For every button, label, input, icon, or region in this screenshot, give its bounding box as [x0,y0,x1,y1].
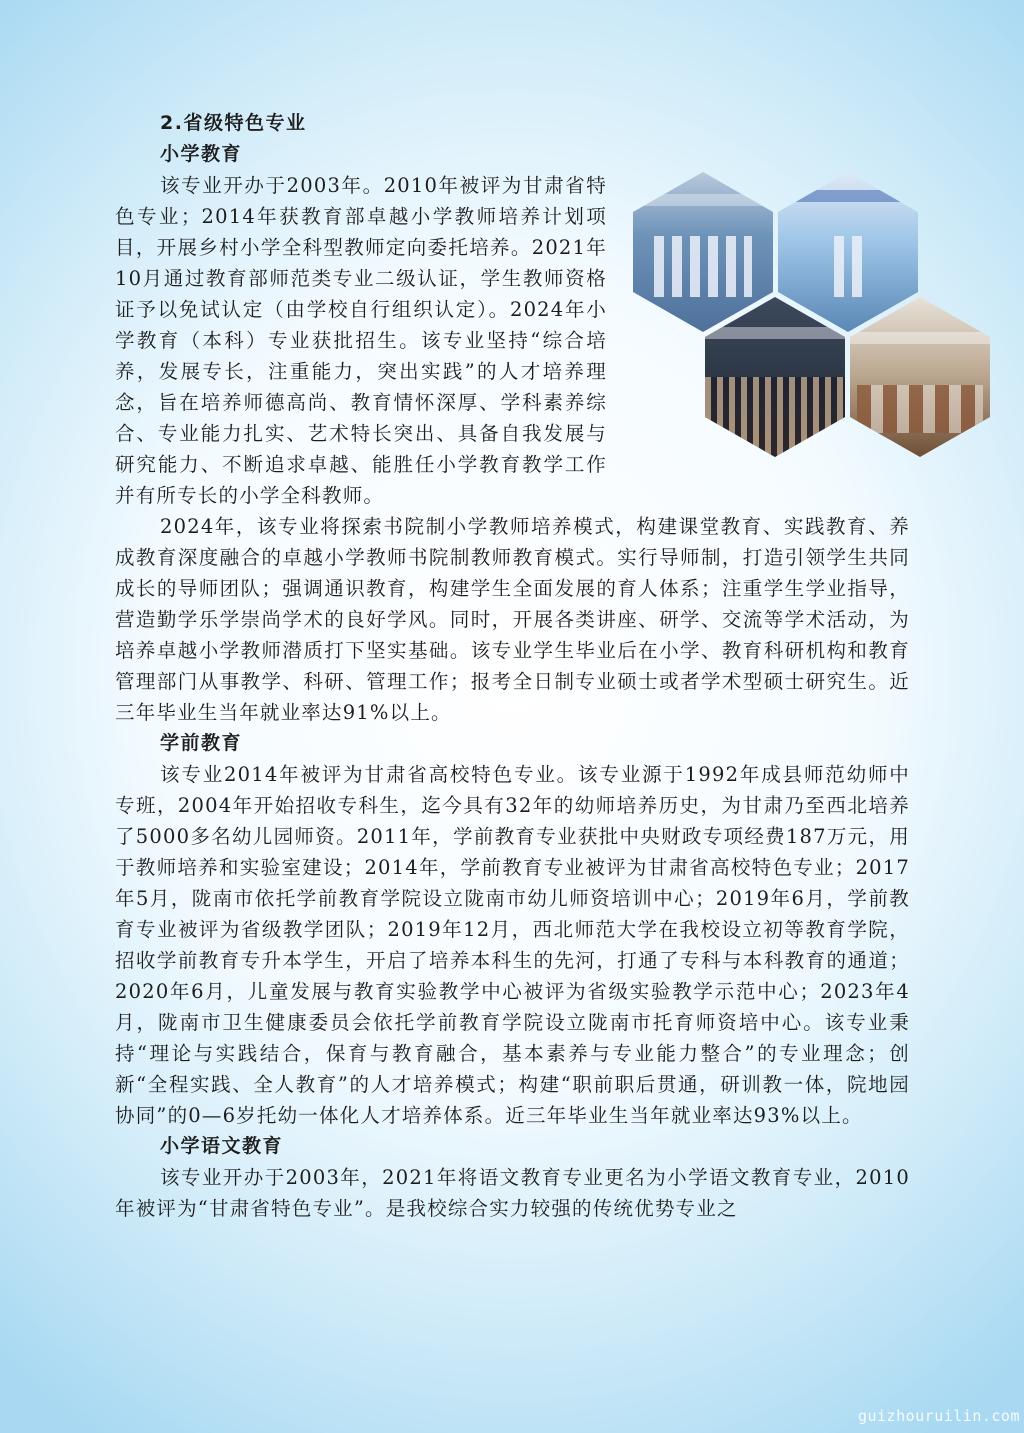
classroom-photo [850,297,990,457]
paragraph: 该专业2014年被评为甘肃省高校特色专业。该专业源于1992年成县师范幼师中专班，2004年开始招收专科生，迄今具有32年的幼师培养历史，为甘肃乃至西北培养了5000多名幼儿园师资。2011年，学前教育专业获批中央财政专项经费187万元，用于教师培养和实验室建设；2014年，学前教育专业被评为甘肃省高校特色专业；2017年5月，陇南市依托学前教育学院设立陇南市幼儿师资培训中心；2019年6月，学前教育专业被评为省级教学团队；2019年12月，西北师范大学在我校设立初等教育学院，招收学前教育专升本学生，开启了培养本科生的先河，打通了专科与本科教育的通道；2020年6月，儿童发展与教育实验教学中心被评为省级实验教学示范中心；2023年4月，陇南市卫生健康委员会依托学前教育学院设立陇南市托育师资培中心。该专业秉持“理论与实践结合，保育与教育融合，基本素养与专业能力整合”的专业理念；创新“全程实践、全人教育”的人才培养模式；构建“职前职后贯通，研训教一体，院地园协同”的0—6岁托幼一体化人才培养体系。近三年毕业生当年就业率达93%以上。 [115,763,910,1127]
watermark: guizhouruilin.com [857,1407,1020,1425]
paragraph: 该专业开办于2003年，2021年将语文教育专业更名为小学语文教育专业，2010年被评为“甘肃省特色专业”。是我校综合实力较强的传统优势专业之 [115,1166,910,1220]
section-title: 2.省级特色专业 [160,112,307,134]
paragraph: 该专业开办于2003年。2010年被评为甘肃省特色专业；2014年获教育部卓越小学教师培养计划项目，开展乡村小学全科型教师定向委托培养。2021年10月通过教育部师范类专业二级认证，学生教师资格证予以免试认定（由学校自行组织认定）。2024年小学教育（本科）专业获批招生。该专业坚持“综合培养，发展专长，注重能力，突出实践”的人才培养理念，旨在培养师德高尚、教育情怀深厚、学科素养综合、专业能力扎实、艺术特长突出、具备自我发展与研究能力、不断追求卓越、能胜任小学教育教学工作并有所专长的小学全科教师。 [115,174,607,507]
opera-performance-photo [778,172,918,332]
major-heading-primary-education: 小学教育 [160,143,243,165]
paragraph: 2024年，该专业将探索书院制小学教师培养模式，构建课堂教育、实践教育、养成教育深度融合的卓越小学教师书院制教师教育模式。实行导师制，打造引领学生共同成长的导师团队；强调通识教育，构建学生全面发展的育人体系；注重学生学业指导，营造勤学乐学崇尚学术的良好学风。同时，开展各类讲座、研学、交流等学术活动，为培养卓越小学教师潜质打下坚实基础。该专业学生毕业后在小学、教育科研机构和教育管理部门从事教学、科研、管理工作；报考全日制专业硕士或者学术型硕士研究生。近三年毕业生当年就业率达91%以上。 [115,515,910,724]
major-heading-preschool-education: 学前教育 [160,732,243,754]
photo-collage [613,172,918,492]
document-page [115,108,910,1224]
major-heading-chinese-education: 小学语文教育 [160,1135,284,1157]
dance-performance-photo [633,172,773,332]
lecture-hall-photo [705,297,845,457]
